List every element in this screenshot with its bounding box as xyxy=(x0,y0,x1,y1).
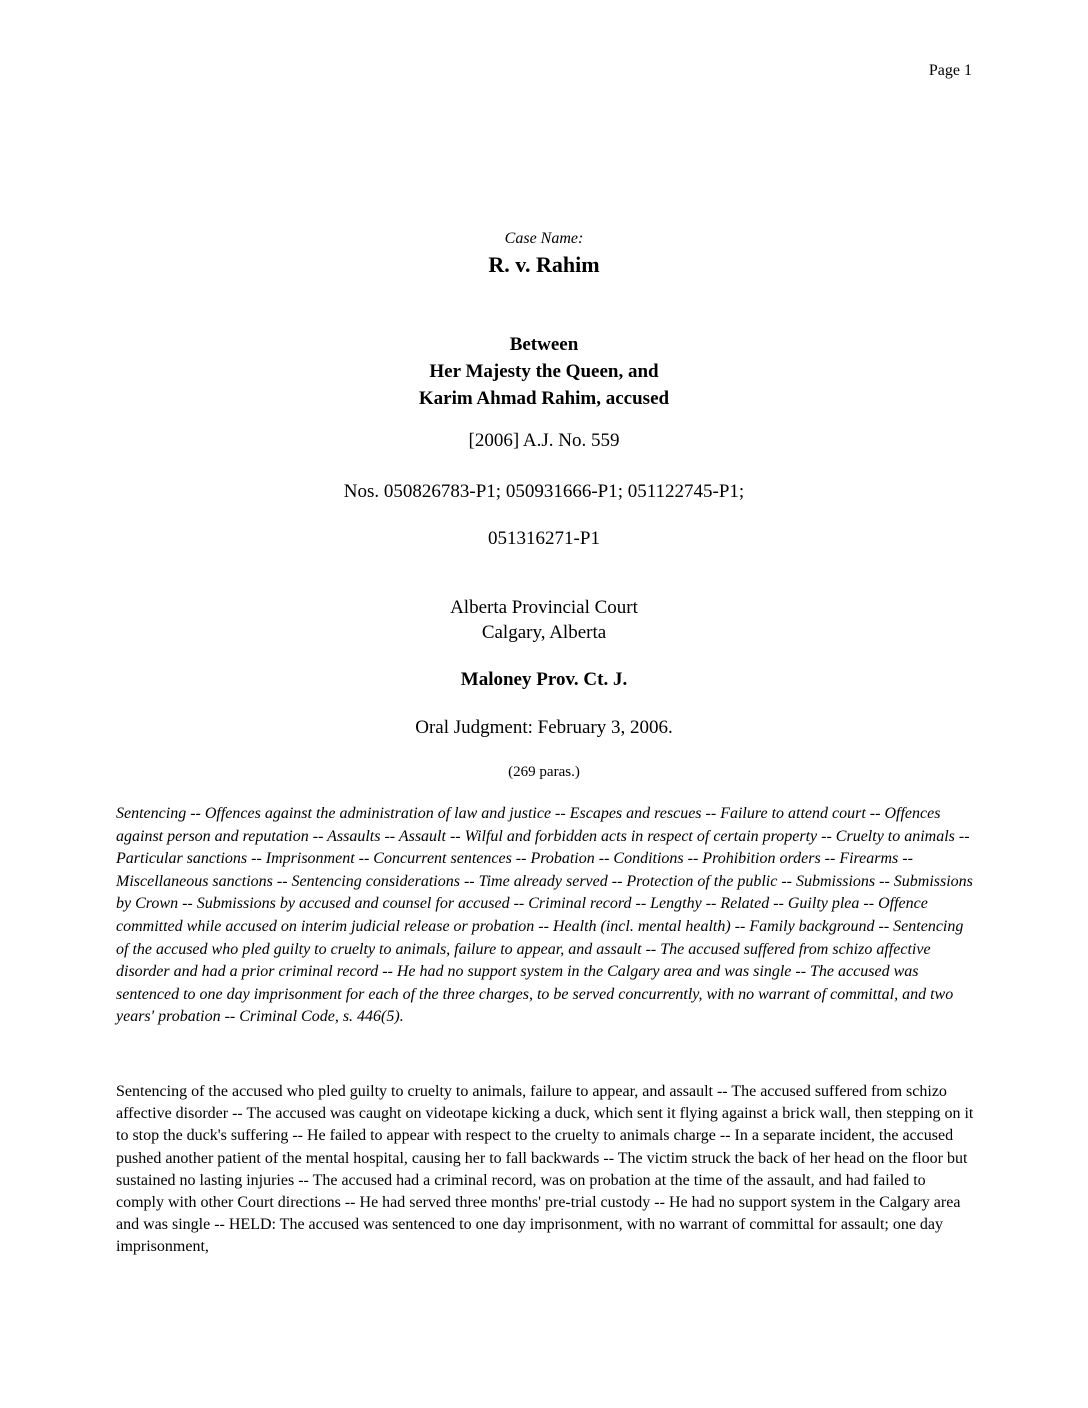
court-name: Alberta Provincial Court xyxy=(450,597,638,618)
parties-accused: Karim Ahmad Rahim, accused xyxy=(418,388,670,409)
judgment-date: Oral Judgment: February 3, 2006. xyxy=(415,717,673,738)
page-number: Page 1 xyxy=(928,62,972,79)
catchwords-paragraph: Sentencing -- Offences against the administration of law and justice -- Escapes and rescues -- Failure to attend court -- Offences against person and reputation -- Assaults -- Assault -- Wilful and forbidden acts in respect of certain property -- Cruelty to animals -- Particular sanctions -- Imprisonment -- Concurrent sentences -- Probation -- Conditions -- Prohibition orders -- Firearms -- Miscellaneous sanctions -- Sentencing considerations -- Time already served -- Protection of the public -- Submissions -- Submissions by Crown -- Submissions by accused and counsel for accused -- Criminal record -- Lengthy -- Related -- Guilty plea -- Offence committed while accused on interim judicial release or probation -- Health (incl. mental health) -- Family background -- Sentencing of the accused who pled guilty to cruelty to animals, failure to appear, and assault -- The accused suffered from schizo affective disorder and had a prior criminal record -- He had no support system in the Calgary area and was single -- The accused was sentenced to one day imprisonment for each of the three charges, to be served concurrently, with no warrant of committal, and two years' probation -- Criminal Code, s. 446(5). xyxy=(116,805,973,1026)
parties-block xyxy=(0,331,1088,412)
docket-numbers-continued: 051316271-P1 xyxy=(488,528,600,549)
summary-paragraph: Sentencing of the accused who pled guilty to cruelty to animals, failure to appear, and assault -- The accused suffered from schizo affective disorder -- The accused was caught on videotape kicking a duck, which sent it flying against a brick wall, then stepping on it to stop the duck's suffering -- He failed to appear with respect to the cruelty to animals charge -- In a separate incident, the accused pushed another patient of the mental hospital, causing her to fall backwards -- The victim struck the back of her head on the floor but sustained no lasting injuries -- The accused had a criminal record, was on probation at the time of the assault, and had failed to comply with other Court directions -- He had served three months' pre-trial custody -- He had no support system in the Calgary area and was single -- HELD: The accused was sentenced to one day imprisonment, with no warrant of committal for assault; one day imprisonment, xyxy=(116,1083,974,1256)
case-name-label: Case Name: xyxy=(504,230,584,247)
parties-between: Between xyxy=(509,334,579,355)
court-location: Calgary, Alberta xyxy=(481,622,607,643)
docket-numbers: Nos. 050826783-P1; 050931666-P1; 051122745-P1; xyxy=(343,481,745,502)
judge-name: Maloney Prov. Ct. J. xyxy=(460,669,628,690)
court-block xyxy=(0,595,1088,645)
citation: [2006] A.J. No. 559 xyxy=(468,430,620,451)
parties-crown: Her Majesty the Queen, and xyxy=(429,361,659,382)
case-name: R. v. Rahim xyxy=(488,252,600,277)
paragraph-count: (269 paras.) xyxy=(508,764,580,780)
